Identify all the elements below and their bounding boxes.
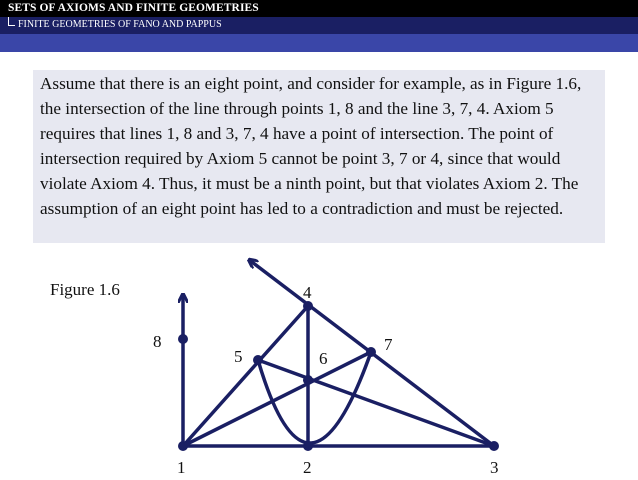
slide-subsection-title: FINITE GEOMETRIES OF FANO AND PAPPUS: [18, 19, 222, 30]
point-label-6: 6: [319, 349, 328, 368]
figure-caption: Figure 1.6: [50, 280, 120, 299]
point-7: [366, 347, 376, 357]
point-label-7: 7: [384, 335, 393, 354]
point-label-3: 3: [490, 458, 499, 477]
point-label-2: 2: [303, 458, 312, 477]
point-label-1: 1: [177, 458, 186, 477]
point-label-5: 5: [234, 347, 243, 366]
point-2: [303, 441, 313, 451]
point-label-8: 8: [153, 332, 162, 351]
point-label-4: 4: [303, 283, 312, 302]
point-1: [178, 441, 188, 451]
explanation-paragraph: Assume that there is an eight point, and consider for example, as in Figure 1.6, the intersection of the line through points 1, 8 and the line 3, 7, 4. Axiom 5 requires that lines 1, 8 and 3, 7, 4 have a point of intersection. The point of intersection required by Axiom 5 cannot be point 3, 7 or 4, since that would violate Axiom 4. Thus, it must be a ninth point, but that violates Axiom 2. The assumption of an eight point has led to a contradiction and must be rejected.: [40, 74, 582, 218]
line-1-5-4: [183, 306, 308, 446]
point-4: [303, 301, 313, 311]
point-6: [303, 375, 313, 385]
point-8: [178, 334, 188, 344]
slide-section-title: SETS OF AXIOMS AND FINITE GEOMETRIES: [8, 2, 259, 14]
point-5: [253, 355, 263, 365]
point-3: [489, 441, 499, 451]
